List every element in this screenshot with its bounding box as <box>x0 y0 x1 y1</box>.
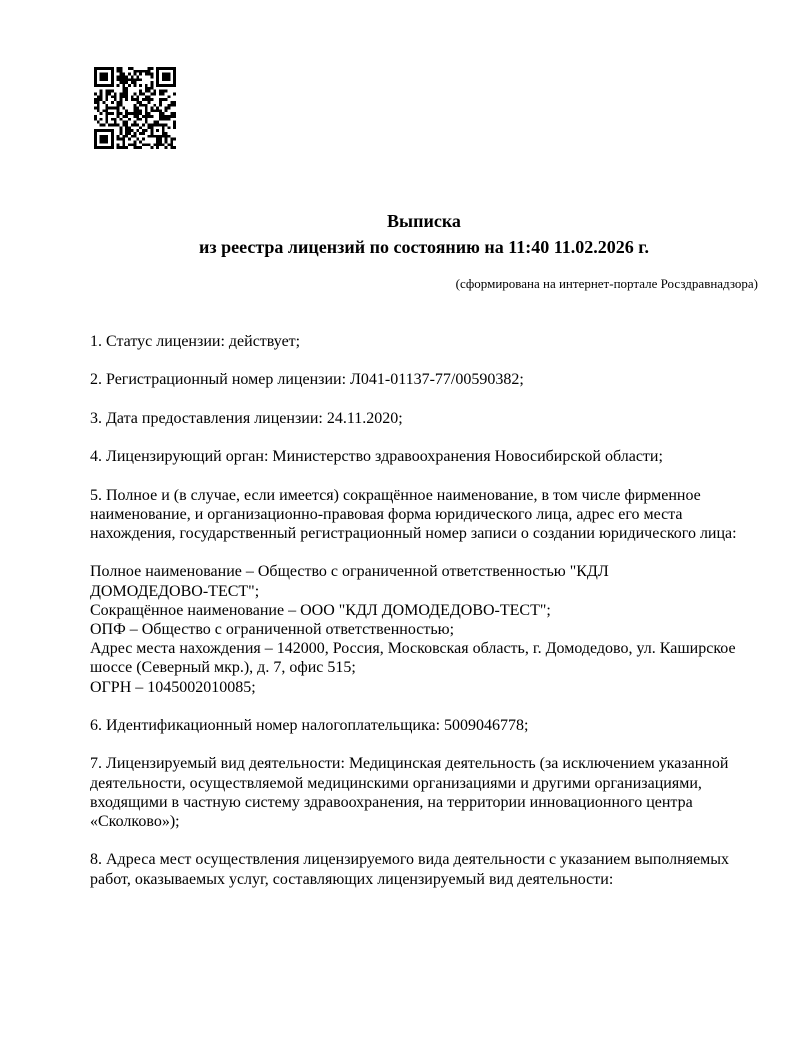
paragraph-line: ДОМОДЕДОВО-ТЕСТ"; <box>90 582 260 600</box>
paragraph-line: Адрес места нахождения – 142000, Россия, Московская область, г. Домодедово, ул. Каширское <box>90 640 736 658</box>
document-subtitle: (сформирована на интернет-портале Росздравнадзора) <box>455 276 758 291</box>
paragraph-line: 6. Идентификационный номер налогоплательщика: 5009046778; <box>90 716 529 734</box>
paragraph-line: 4. Лицензирующий орган: Министерство здравоохранения Новосибирской области; <box>90 448 663 466</box>
paragraph <box>90 716 758 735</box>
paragraph-line: работ, оказываемых услуг, составляющих лицензируемый вид деятельности: <box>90 870 614 888</box>
paragraph-line: 2. Регистрационный номер лицензии: Л041-01137-77/00590382; <box>90 371 524 389</box>
paragraph-line: шоссе (Северный мкр.), д. 7, офис 515; <box>90 659 356 677</box>
paragraph-line: 7. Лицензируемый вид деятельности: Медицинская деятельность (за исключением указанной <box>90 755 729 773</box>
paragraph-line: 8. Адреса мест осуществления лицензируемого вида деятельности с указанием выполняемых <box>90 851 730 869</box>
document-title-line-2: из реестра лицензий по состоянию на 11:40 11.02.2026 г. <box>199 236 649 257</box>
paragraph-line: Полное наименование – Общество с ограниченной ответственностью "КДЛ <box>90 563 609 581</box>
paragraph <box>90 850 758 888</box>
qr-code-icon <box>94 67 176 149</box>
qr-code-canvas <box>94 67 176 149</box>
paragraph-line: входящими в частную систему здравоохранения, на территории инновационного центра <box>90 793 693 811</box>
paragraph <box>90 409 758 428</box>
paragraph-line: наименование, и организационно-правовая форма юридического лица, адрес его места <box>90 505 683 523</box>
paragraph-line: деятельности, осуществляемой медицинскими организациями и другими организациями, <box>90 774 702 792</box>
paragraph <box>90 332 758 351</box>
paragraph-line: нахождения, государственный регистрационный номер записи о создании юридического лица: <box>90 524 737 542</box>
document-title <box>90 209 758 260</box>
paragraph <box>90 486 758 544</box>
paragraph-line: 3. Дата предоставления лицензии: 24.11.2020; <box>90 409 403 427</box>
paragraph <box>90 754 758 831</box>
paragraph <box>90 370 758 389</box>
paragraph-line: ОГРН – 1045002010085; <box>90 678 256 696</box>
paragraph-line: 1. Статус лицензии: действует; <box>90 333 301 350</box>
paragraph-line: «Сколково»); <box>90 812 180 830</box>
paragraph <box>90 447 758 466</box>
paragraph-line: ОПФ – Общество с ограниченной ответственностью; <box>90 620 455 638</box>
paragraph <box>90 562 758 696</box>
document-body <box>90 332 758 908</box>
paragraph-line: 5. Полное и (в случае, если имеется) сокращённое наименование, в том числе фирменное <box>90 486 701 504</box>
document-title-line-1: Выписка <box>387 211 461 231</box>
paragraph-line: Сокращённое наименование – ООО "КДЛ ДОМОДЕДОВО-ТЕСТ"; <box>90 601 551 619</box>
